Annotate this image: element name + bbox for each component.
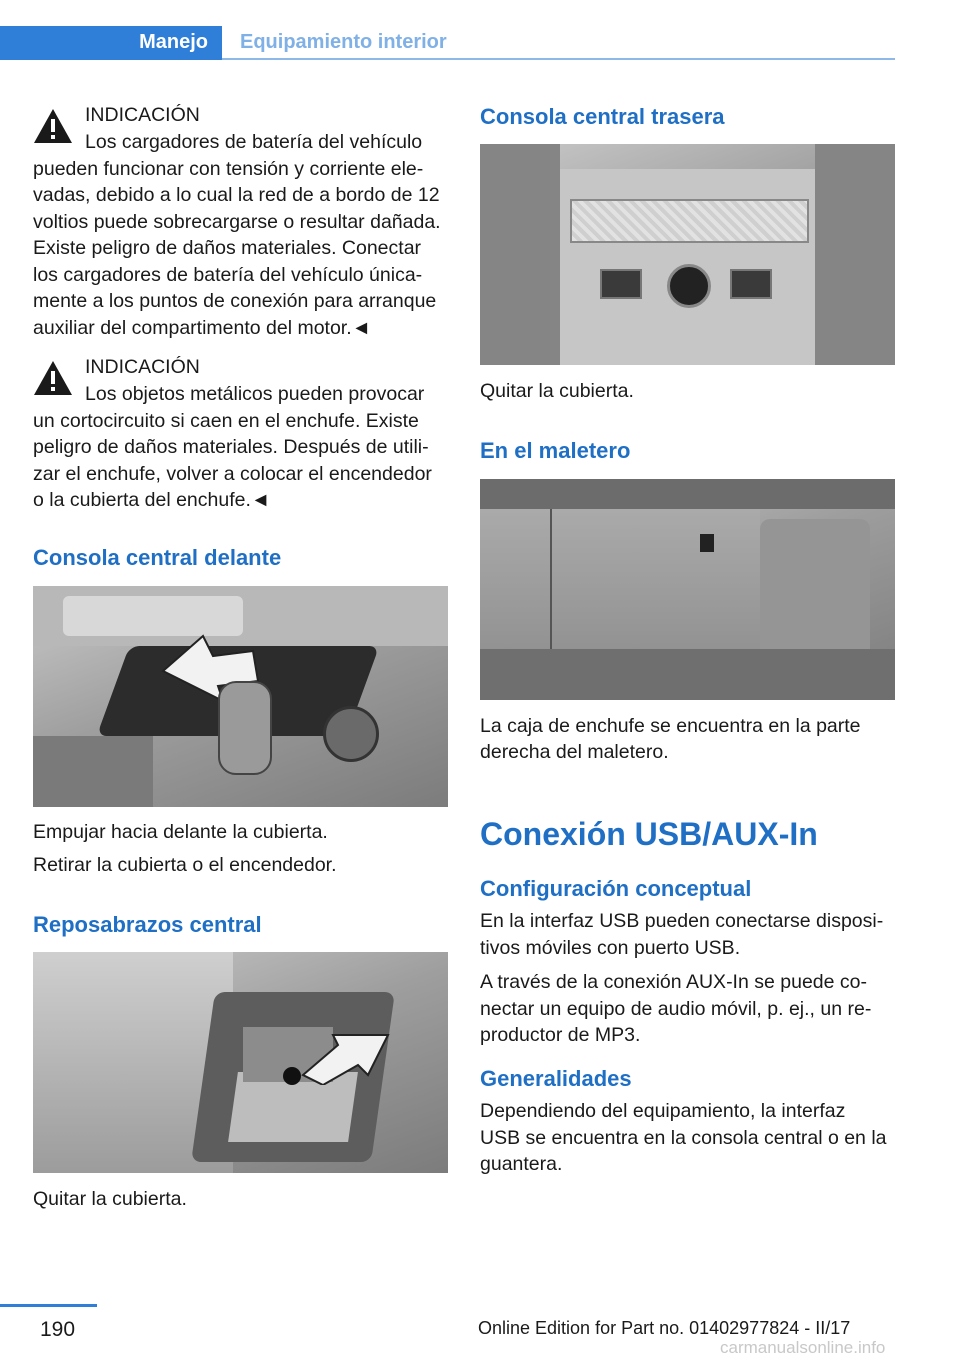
armrest-text: Quitar la cubierta.	[33, 1188, 187, 1210]
warning-block-1	[33, 102, 448, 342]
warning-line: un cortocircuito si caen en el enchufe. Existe	[33, 409, 419, 432]
warning-text	[33, 381, 448, 514]
concept-text	[480, 908, 895, 1049]
text-line: A través de la conexión AUX-In se puede co-	[480, 971, 867, 993]
armrest-photo	[33, 952, 448, 1173]
text-line: En la interfaz USB pueden conectarse disposi-	[480, 910, 884, 932]
warning-title: INDICACIÓN	[85, 356, 200, 378]
text-line: guantera.	[480, 1153, 563, 1175]
warning-line: vadas, debido a lo cual la red de a bordo de 12	[33, 184, 440, 206]
front-console-heading: Consola central delante	[33, 545, 282, 570]
warning-line: los cargadores de batería del vehículo única-	[33, 263, 423, 286]
concept-heading: Configuración conceptual	[480, 876, 752, 901]
general-text	[480, 1098, 895, 1178]
front-console-photo	[33, 586, 448, 807]
text-line: Dependiendo del equipamiento, la interfaz	[480, 1100, 846, 1122]
warning-line: pueden funcionar con tensión y corriente ele-	[33, 157, 424, 180]
section-tab-label: Manejo	[139, 31, 208, 53]
trunk-text-2: derecha del maletero.	[480, 741, 669, 763]
warning-line: peligro de daños materiales. Después de utili-	[33, 436, 429, 458]
edition-note: Online Edition for Part no. 01402977824 - II/17	[478, 1318, 851, 1338]
arrow-icon	[298, 1030, 393, 1085]
header-rule	[222, 58, 895, 60]
front-console-text-2: Retirar la cubierta o el encendedor.	[33, 854, 337, 876]
warning-text	[33, 129, 448, 341]
page-number: 190	[40, 1318, 76, 1341]
rear-console-text: Quitar la cubierta.	[480, 380, 634, 402]
section-tab[interactable]	[0, 26, 222, 60]
trunk-text-1: La caja de enchufe se encuentra en la parte	[480, 715, 861, 737]
usb-section-heading: Conexión USB/AUX-In	[480, 816, 818, 852]
warning-block-2	[33, 354, 448, 514]
warning-line: voltios puede sobrecargarse o resultar dañada.	[33, 210, 441, 233]
power-socket	[667, 264, 711, 308]
text-line: USB se encuentra en la consola central o en la	[480, 1126, 887, 1149]
page-header	[0, 26, 895, 62]
front-console-text-1: Empujar hacia delante la cubierta.	[33, 821, 328, 843]
warning-title: INDICACIÓN	[85, 104, 200, 126]
watermark: carmanualsonline.info	[720, 1338, 886, 1357]
trunk-photo	[480, 479, 895, 700]
text-line: nectar un equipo de audio móvil, p. ej., un re-	[480, 997, 872, 1020]
warning-line: auxiliar del compartimento del motor.◄	[33, 316, 371, 339]
rear-console-heading: Consola central trasera	[480, 104, 725, 129]
power-socket	[700, 534, 714, 552]
trunk-heading: En el maletero	[480, 438, 631, 463]
seat-heating-button	[600, 269, 642, 299]
warning-line: mente a los puntos de conexión para arranque	[33, 290, 437, 312]
general-heading: Generalidades	[480, 1066, 632, 1091]
subsection-tab[interactable]: Equipamiento interior	[240, 31, 447, 53]
text-line: tivos móviles con puerto USB.	[480, 936, 741, 959]
footer-rule	[0, 1304, 97, 1307]
warning-line: Los objetos metálicos pueden provocar	[85, 383, 425, 405]
warning-line: zar el enchufe, volver a colocar el encendedor	[33, 462, 432, 485]
warning-line: Existe peligro de daños materiales. Conectar	[33, 237, 422, 259]
armrest-heading: Reposabrazos central	[33, 912, 262, 937]
warning-line: Los cargadores de batería del vehículo	[85, 131, 423, 153]
text-line: productor de MP3.	[480, 1024, 641, 1046]
seat-heating-button	[730, 269, 772, 299]
warning-line: o la cubierta del enchufe.◄	[33, 489, 271, 511]
rear-console-photo	[480, 144, 895, 365]
